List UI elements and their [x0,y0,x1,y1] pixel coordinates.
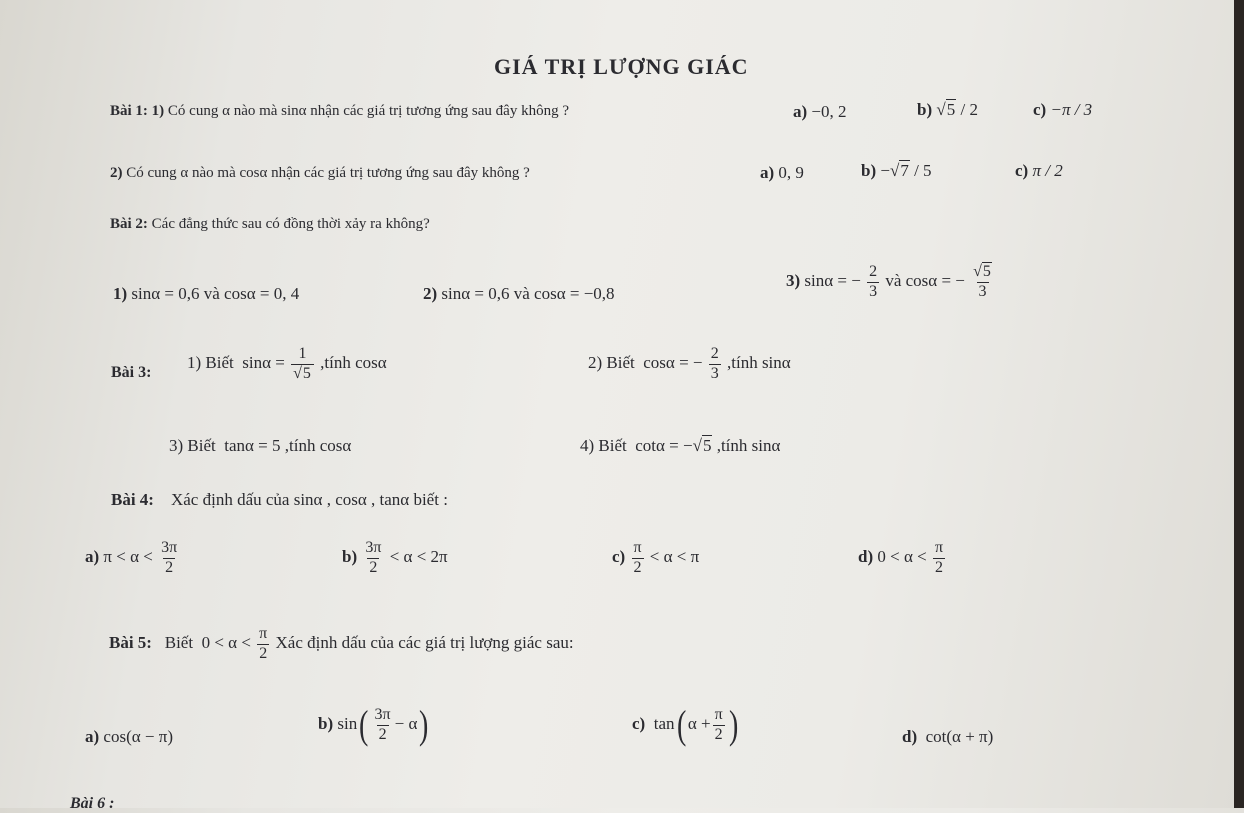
bai1-label: Bài 1: [110,103,148,119]
item-request: ,tính cosα [284,436,352,455]
denominator: 2 [259,644,268,662]
condition-left: 0 < α < [201,633,251,653]
page-title: GIÁ TRỊ LƯỢNG GIÁC [494,54,749,79]
item-expression: sinα = 0,6 và cosα = 0, 4 [131,284,300,303]
sqrt-radicand: 5 [982,263,991,280]
fraction [867,264,879,301]
function-name: tan [653,713,675,733]
expr-left: α + [687,713,711,733]
bai4-heading [111,490,448,510]
bai4-option-b [342,540,448,577]
option-a-label: a) [760,163,775,182]
bai3-item3 [169,436,351,456]
fraction [631,540,643,577]
option-label: b) [342,547,358,567]
bai1-p2-number: 2) [110,165,123,181]
right-paren: ) [728,702,738,747]
left-paren: ( [676,702,686,747]
bai1-p2-text: Có cung α nào mà cosα nhận các giá trị tương ứng sau đây không ? [126,165,530,181]
bai1-p1-text: Có cung α nào mà sinα nhận các giá trị tương ứng sau đây không ? [167,103,569,119]
sqrt-expression: √5 [692,436,712,455]
option-label: d) [858,547,874,567]
expr-left: π < α < [103,547,153,567]
bai4-option-a [85,540,181,577]
option-label: b) [318,713,334,733]
item-label: 2) [423,284,438,303]
bai4-label: Bài 4: [111,490,154,509]
sqrt-expression: √5 [936,100,956,119]
bai5-label: Bài 5: [109,633,152,653]
option-label: a) [85,547,100,567]
function-name: sin [337,713,358,733]
option-c-label: c) [1015,161,1029,180]
bai5-heading [109,626,574,663]
right-paren: ) [419,702,429,747]
numerator: 3π [161,539,178,556]
bai2-text: Các đẳng thức sau có đồng thời xảy ra không? [151,216,430,232]
bai5-option-b [318,702,431,747]
numerator: π [714,705,723,723]
option-a-value: −0, 2 [811,102,847,121]
option-b-tail: / 2 [960,100,978,119]
option-b-tail: / 5 [914,161,932,180]
minus-sign: − [880,161,890,180]
fraction [713,707,725,744]
denominator: 2 [369,558,378,576]
item-expression: sinα = 0,6 và cosα = −0,8 [441,284,615,303]
option-c-value: π / 2 [1032,161,1063,180]
bai2-heading [110,216,430,233]
bai1-p2-option-b [861,161,932,181]
numerator: 3π [365,539,382,556]
bai2-item1 [113,284,299,304]
bai3-item4 [580,436,780,456]
item-label: 3) Biết [169,436,216,455]
item-label: 4) Biết [580,436,627,455]
sqrt-radicand: 5 [302,364,311,382]
expr-left: sinα = [242,353,285,373]
bai1-line2 [110,165,530,182]
denominator: 3 [869,282,878,300]
option-label: d) [902,727,918,746]
bai5-text: Xác định dấu của các giá trị lượng giác sau: [275,633,574,653]
bai2-item2 [423,284,615,304]
numerator: 3π [374,705,391,723]
expr-right: − α [394,713,418,733]
fraction [291,346,314,383]
bai1-p2-option-a [760,163,804,183]
bai1-p2-option-c [1015,161,1063,181]
item-request: ,tính sinα [727,353,791,373]
denominator: 2 [935,558,943,576]
denominator: 2 [633,558,642,576]
bai1-line1 [110,103,569,120]
bai2-item3 [786,264,996,301]
expr-right: < α < π [649,547,700,567]
bai5-option-d [902,727,993,747]
bai1-p1-number: 1) [151,103,165,119]
denominator: 2 [714,725,723,743]
fraction [373,707,393,744]
bai4-option-d [858,540,947,577]
expr-left: 0 < α < [877,547,927,567]
numerator: 1 [298,345,307,362]
fraction [933,540,945,577]
fraction [159,540,179,577]
denominator: 2 [165,558,174,576]
numerator: √5 [973,263,991,280]
item-label: 3) [786,271,801,291]
expr-left: cosα = − [643,353,703,373]
option-expression: cot(α + π) [925,727,994,746]
bai5-option-a [85,727,173,747]
item-request: ,tính sinα [716,436,781,455]
numerator: 2 [869,263,878,280]
sqrt-expression: √7 [889,161,909,180]
expr-right: < α < 2π [389,547,448,567]
option-b-label: b) [917,100,933,119]
option-label: a) [85,727,100,746]
option-c-label: c) [1033,100,1047,119]
expr-left: cotα = − [635,436,693,455]
bai6-label: Bài 6 : [70,795,115,812]
bai3-item2 [588,346,791,383]
numerator: π [934,539,944,556]
sqrt-radicand: 5 [702,436,712,455]
option-c-value: −π / 3 [1050,100,1093,119]
page-edge-shadow [1234,0,1244,808]
bai1-p1-option-c [1033,100,1092,120]
item-expression: tanα = 5 [224,436,281,455]
numerator: π [259,625,268,642]
expr-left: sinα = − [804,271,861,291]
option-label: c) [612,547,626,567]
numerator: 2 [710,345,719,362]
fraction [257,626,269,663]
option-a-value: 0, 9 [778,163,804,182]
fraction [363,540,383,577]
item-request: ,tính cosα [320,353,387,373]
option-b-label: b) [861,161,877,180]
numerator: π [633,539,642,556]
sqrt-radicand: 5 [946,100,956,119]
sqrt-radicand: 7 [900,161,909,180]
bai4-option-c [612,540,699,577]
denominator: 2 [378,725,387,743]
option-expression: cos(α − π) [103,727,173,746]
expr-mid: và cosα = − [885,271,965,291]
fraction [971,264,994,301]
item-label: 1) [113,284,128,303]
bai5-option-c [632,702,740,747]
bai1-p1-option-b [917,100,978,120]
denominator: √5 [291,364,314,383]
fraction [709,346,721,383]
denominator: 3 [978,282,987,300]
bai2-label: Bài 2: [110,216,148,232]
option-a-label: a) [793,102,808,121]
bai1-p1-option-a [793,102,847,122]
left-paren: ( [359,702,369,747]
bai5-pre: Biết [164,633,194,653]
bai4-text: Xác định dấu của sinα , cosα , tanα biết : [170,490,448,509]
item-label: 1) Biết [187,353,234,373]
item-label: 2) Biết [588,353,635,373]
bai3-item1 [187,346,387,383]
bai3-label: Bài 3: [111,364,152,381]
denominator: 3 [710,364,719,382]
option-label: c) [632,713,646,733]
